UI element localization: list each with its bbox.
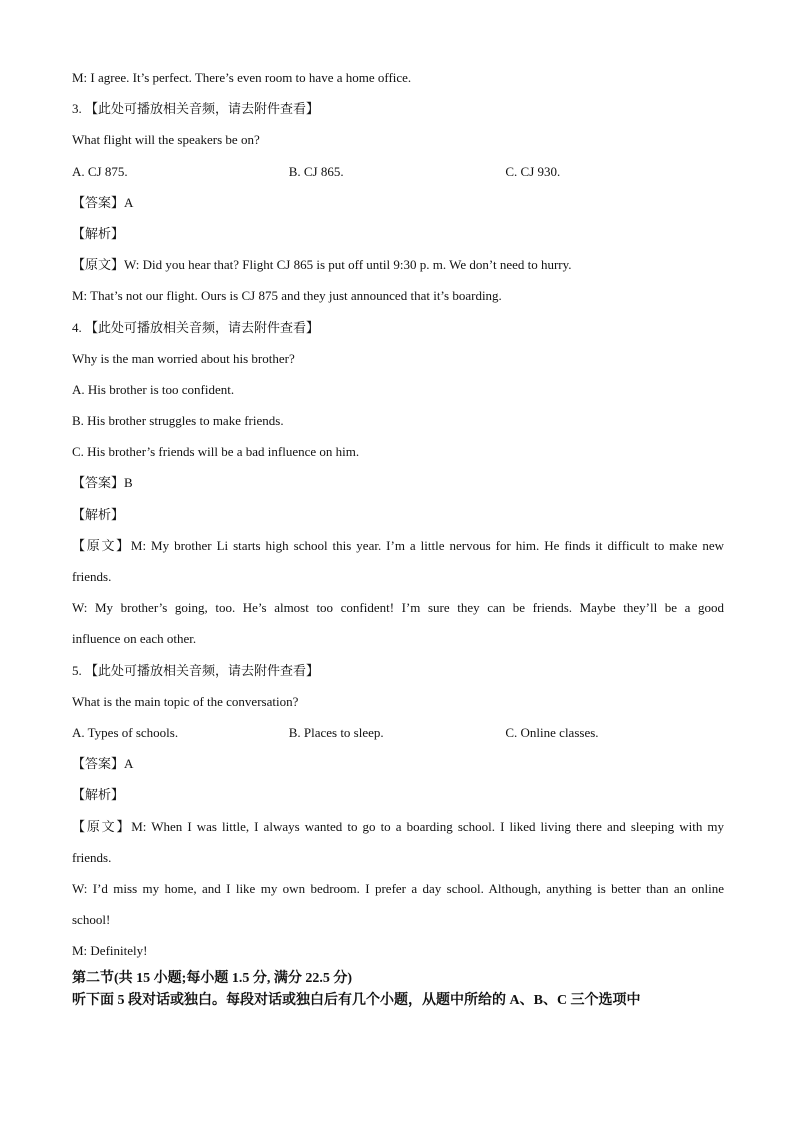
question-5-text: What is the main topic of the conversation? [72,693,299,709]
question-3-transcript-1: 【原文】W: Did you hear that? Flight CJ 865 is put off until 9:30 p. m. We don’t need to hurry. [72,257,572,273]
question-4-transcript-2-cont: influence on each other. [72,631,197,647]
section-2-title: 第二节(共 15 小题;每小题 1.5 分, 满分 22.5 分) [72,971,352,987]
question-5-transcript-3: M: Definitely! [72,943,148,959]
question-5-transcript-2-cont: school! [72,912,111,928]
question-5-transcript-2: W: I’d miss my home, and I like my own bedroom. I prefer a day school. Although, anything is better than an online [72,880,724,896]
section-2-instructions: 听下面 5 段对话或独白。每段对话或独白后有几个小题，从题中所给的 A、B、C 三个选项中 [72,993,641,1009]
option-b: B. Places to sleep. [288,724,384,740]
question-5-transcript-1-cont: friends. [72,849,112,865]
option-a: A. His brother is too confident. [72,381,235,397]
option-b: B. CJ 865. [288,163,344,179]
question-5-answer: 【答案】A [72,756,134,772]
question-3-text: What flight will the speakers be on? [72,132,260,148]
question-3-heading: 3. 【此处可播放相关音频，请去附件查看】 [72,101,320,117]
question-4-transcript-1-cont: friends. [72,569,112,584]
question-5-options [72,717,724,748]
option-c: C. His brother’s friends will be a bad influence on him. [72,444,360,460]
question-4-transcript-1: 【原文】M: My brother Li starts high school this year. I’m a little nervous for him. He finds it difficult to make new [72,537,724,553]
question-3-analysis: 【解析】 [72,225,125,241]
question-3-answer: 【答案】A [72,194,134,210]
question-4-text: Why is the man worried about his brother? [72,350,295,366]
option-c: C. Online classes. [505,724,599,740]
question-4-transcript-2: W: My brother’s going, too. He’s almost too confident! I’m sure they can be friends. Maybe they’ll be a good [72,600,724,616]
question-3-transcript-2: M: That’s not our flight. Ours is CJ 875 and they just announced that it’s boarding. [72,288,502,304]
dialogue-line: M: I agree. It’s perfect. There’s even room to have a home office. [72,70,412,85]
question-4-heading: 4. 【此处可播放相关音频，请去附件查看】 [72,319,320,335]
question-3-options [72,156,724,187]
question-5-transcript-1: 【原文】M: When I was little, I always wanted to go to a boarding school. I liked living there and sleeping with my [72,818,724,834]
question-4-analysis: 【解析】 [72,506,125,522]
question-5-heading: 5. 【此处可播放相关音频，请去附件查看】 [72,662,320,678]
option-b: B. His brother struggles to make friends. [72,413,284,429]
option-a: A. Types of schools. [72,724,179,740]
question-5-analysis: 【解析】 [72,787,125,803]
document-page [72,62,724,1012]
question-4-answer: 【答案】B [72,475,133,491]
option-c: C. CJ 930. [505,163,561,179]
option-a: A. CJ 875. [72,163,128,179]
